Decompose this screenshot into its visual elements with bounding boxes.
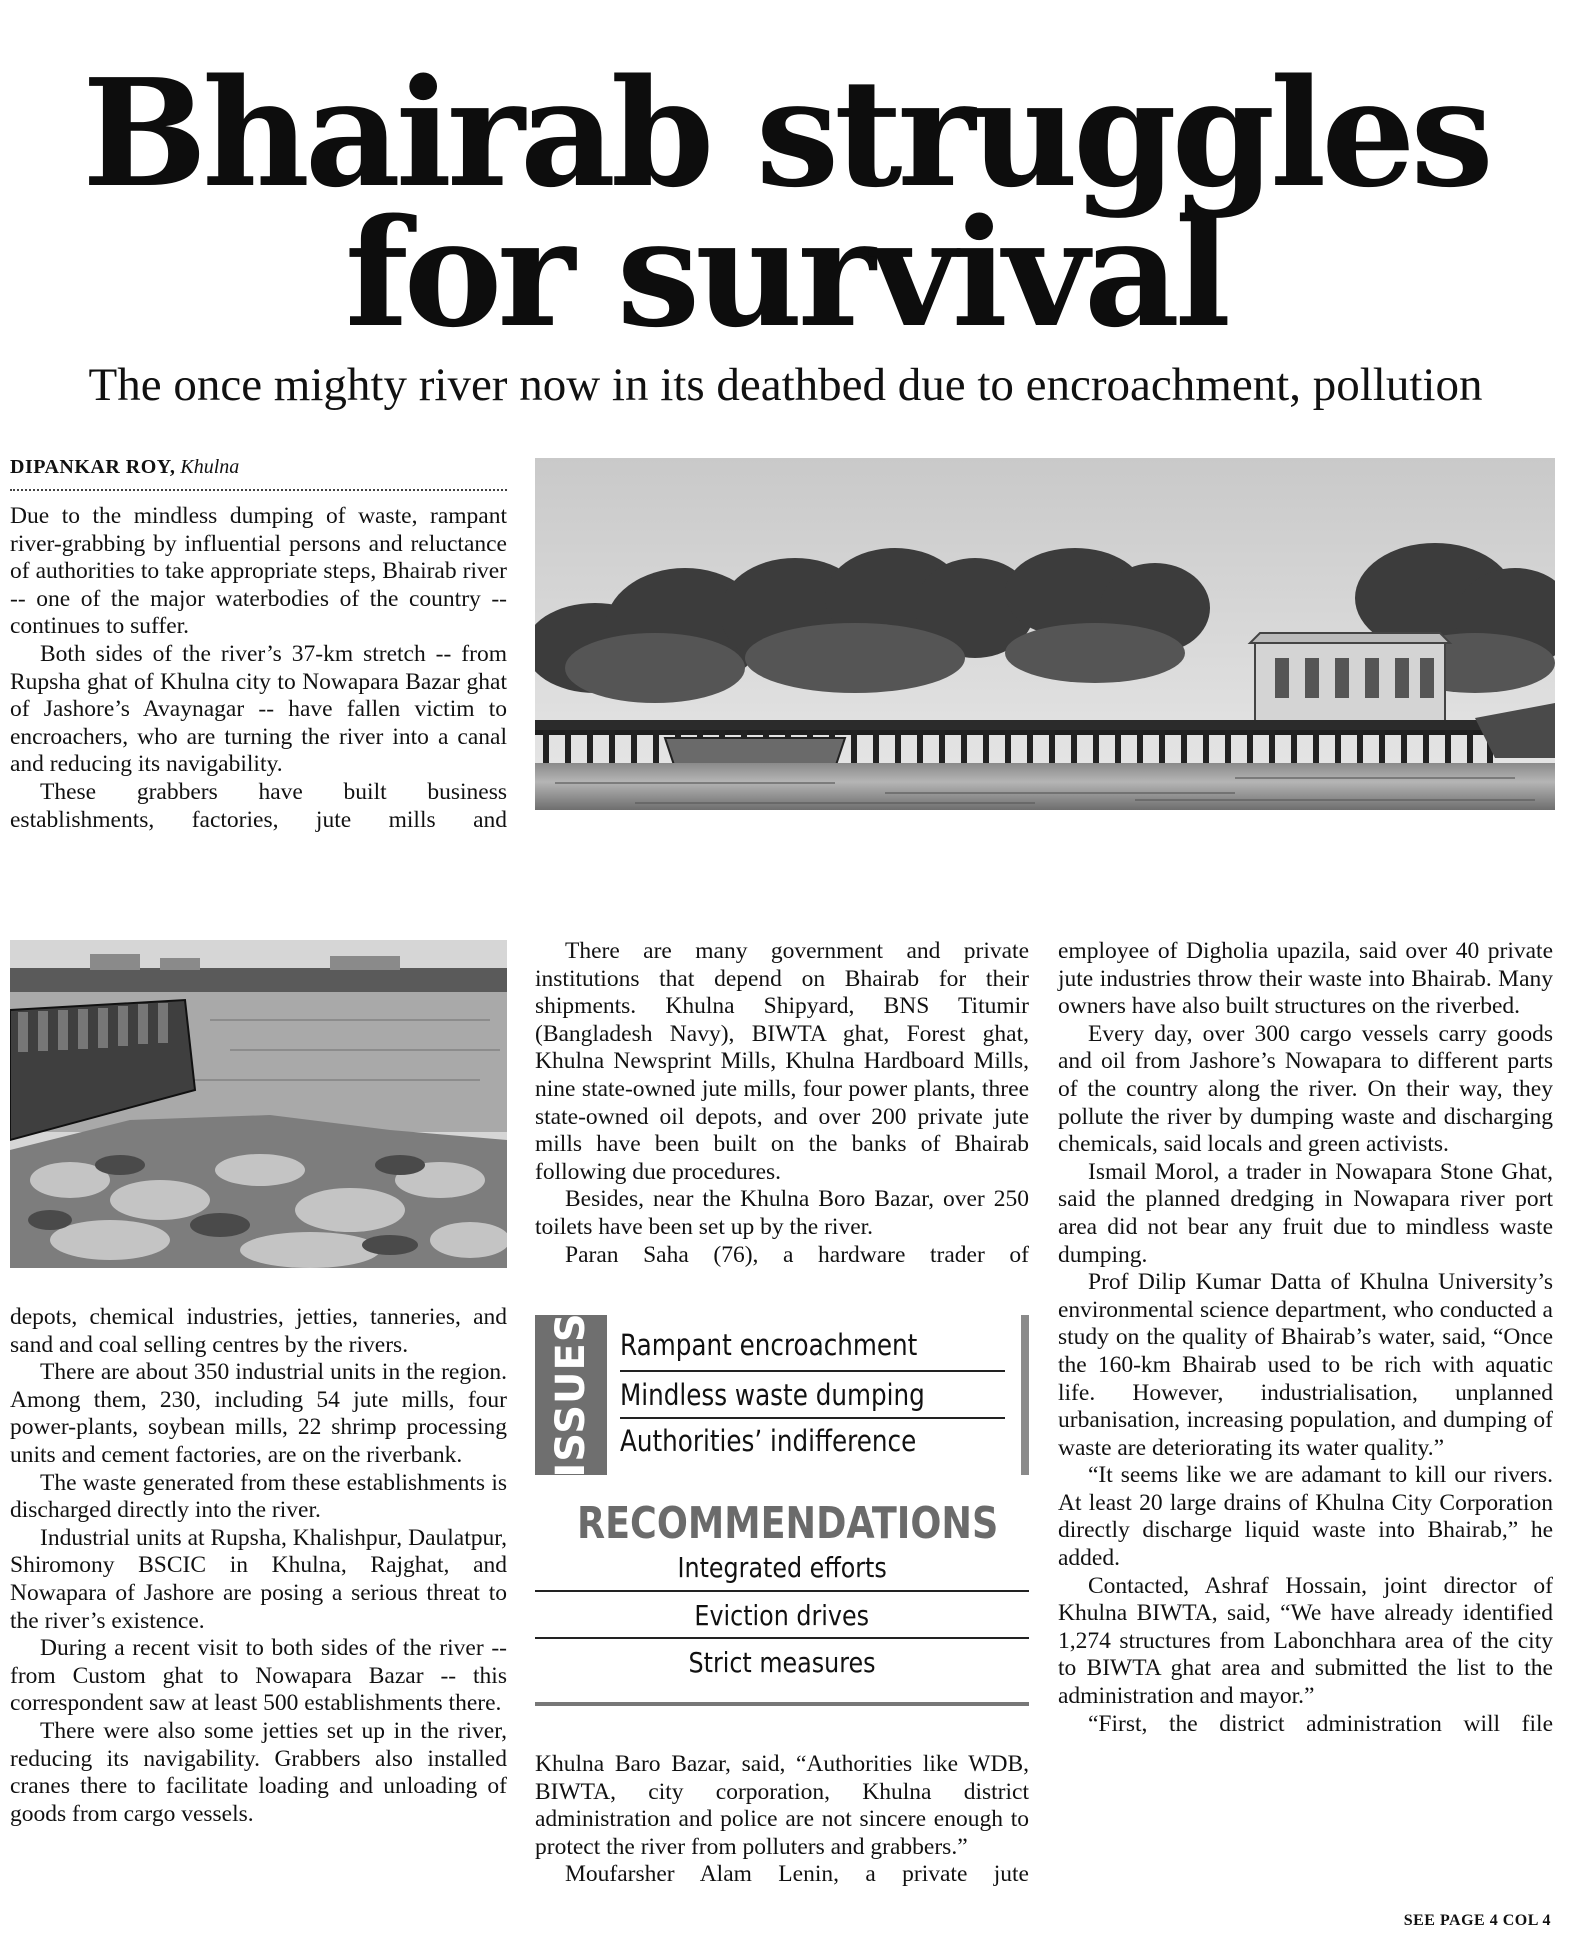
paragraph: Every day, over 300 cargo vessels carry goods and oil from Jashore’s Nowapara to different parts of the country along the river. On their way, they pollute the river by dumping waste and discharging chemicals, said locals and green activists. xyxy=(1058,1020,1553,1158)
paragraph: The waste generated from these establishments is discharged directly into the river. xyxy=(10,1469,507,1524)
headline-line-2: for survival xyxy=(344,186,1227,360)
deck: The once mighty river now in its deathbed due to encroachment, pollution xyxy=(88,359,1483,411)
recommendation-divider xyxy=(535,1590,1029,1592)
recommendations-bottom-rule xyxy=(535,1702,1029,1706)
column-2-top xyxy=(535,938,1029,1269)
recommendation-item xyxy=(535,1641,1029,1685)
paragraph: Paran Saha (76), a hardware trader of xyxy=(565,1241,1029,1268)
paragraph: There are many government and private institutions that depend on Bhairab for their shipments. Khulna Shipyard, BNS Titumir (Bangladesh Navy), BIWTA ghat, Forest ghat, Khulna Newsprint Mills, Khulna Hardboard Mills, nine state-owned jute mills, four power plants, three state-owned oil depots, and over 200 private jute mills have been built on the banks of Bhairab following due procedures. xyxy=(535,938,1029,1185)
paragraph: There were also some jetties set up in the river, reducing its navigability. Grabbers also installed cranes there to facilitate loading and unloading of goods from cargo vessels. xyxy=(10,1717,507,1827)
issues-side-rule xyxy=(1021,1315,1029,1475)
recommendation-text: Integrated efforts xyxy=(677,1551,887,1584)
paragraph: Prof Dilip Kumar Datta of Khulna University’s environmental science department, who conducted a study on the quality of Bhairab’s water, said, “Once the 160-km Bhairab used to be rich with aquatic life. However, industrialisation, unplanned urbanisation, increasing population, and dumping of waste are deteriorating its water quality.” xyxy=(1058,1269,1553,1461)
recommendation-item xyxy=(535,1594,1029,1638)
recommendations-title: RECOMMENDATIONS xyxy=(576,1498,999,1549)
recommendation-item xyxy=(535,1546,1029,1590)
recommendation-divider xyxy=(535,1637,1029,1639)
column-3 xyxy=(1058,938,1553,1738)
column-1-top xyxy=(10,503,507,834)
paragraph: Besides, near the Khulna Boro Bazar, over 250 toilets have been set up by the river. xyxy=(535,1186,1029,1240)
issue-item: Mindless waste dumping xyxy=(620,1378,925,1412)
paragraph: Contacted, Ashraf Hossain, joint director of Khulna BIWTA, said, “We have already identified 1,274 structures from Labonchhara area of the city to BIWTA ghat area and submitted the list to the administration and mayor.” xyxy=(1058,1572,1553,1710)
byline-place: Khulna xyxy=(180,456,240,478)
paragraph: employee of Digholia upazila, said over 40 private jute industries throw their waste into Bhairab. Many owners have also built structures on the riverbed. xyxy=(1058,938,1553,1020)
recommendation-text: Strict measures xyxy=(688,1646,876,1679)
paragraph: Industrial units at Rupsha, Khalishpur, Daulatpur, Shiromony BSCIC in Khulna, Rajghat, and Nowapara of Jashore are posing a serious threat to the river’s existence. xyxy=(10,1524,507,1634)
byline-author: DIPANKAR ROY, xyxy=(10,456,176,478)
headline-line-1: Bhairab struggles xyxy=(82,46,1489,220)
paragraph: During a recent visit to both sides of the river -- from Custom ghat to Nowapara Bazar -- this correspondent saw at least 500 establishments there. xyxy=(10,1635,507,1717)
issues-label: ISSUES xyxy=(548,1312,594,1478)
paragraph: “First, the district administration will file xyxy=(1088,1710,1553,1737)
recommendation-text: Eviction drives xyxy=(694,1599,870,1632)
column-1-bottom xyxy=(10,1304,507,1828)
main-photo-river-jetty xyxy=(535,458,1555,810)
paragraph: depots, chemical industries, jetties, tanneries, and sand and coal selling centres by the rivers. xyxy=(10,1304,507,1358)
issues-tab xyxy=(535,1312,607,1478)
issue-divider xyxy=(620,1417,1005,1419)
byline xyxy=(10,455,507,491)
column-2-bottom xyxy=(535,1751,1029,1889)
paragraph: Moufarsher Alam Lenin, a private jute xyxy=(565,1861,1029,1888)
issues-box xyxy=(535,1312,1029,1478)
issue-divider xyxy=(620,1370,1005,1372)
paragraph: These grabbers have built business establishments, factories, jute mills and xyxy=(10,778,507,833)
issue-item: Authorities’ indifference xyxy=(620,1424,917,1458)
continued-reference: SEE PAGE 4 COL 4 xyxy=(1403,1912,1551,1929)
paragraph: “It seems like we are adamant to kill our rivers. At least 20 large drains of Khulna City Corporation directly discharge liquid waste into Bhairab,” he added. xyxy=(1058,1462,1553,1572)
paragraph: Ismail Morol, a trader in Nowapara Stone Ghat, said the planned dredging in Nowapara river port area did not bear any fruit due to mindless waste dumping. xyxy=(1058,1158,1553,1268)
issue-item: Rampant encroachment xyxy=(620,1328,918,1362)
paragraph: Due to the mindless dumping of waste, rampant river-grabbing by influential persons and reluctance of authorities to take appropriate steps, Bhairab river -- one of the major waterbodies of the country -- continues to suffer. xyxy=(10,503,507,640)
paragraph: Both sides of the river’s 37-km stretch -- from Rupsha ghat of Khulna city to Nowapara Bazar ghat of Jashore’s Avaynagar -- have fallen victim to encroachers, who are turning the river into a canal and reducing its navigability. xyxy=(10,640,507,778)
paragraph: There are about 350 industrial units in the region. Among them, 230, including 54 jute mills, four power-plants, soybean mills, 22 shrimp processing units and cement factories, are on the riverbank. xyxy=(10,1359,507,1468)
photo-riverbank-waste xyxy=(10,940,507,1268)
paragraph: Khulna Baro Bazar, said, “Authorities like WDB, BIWTA, city corporation, Khulna district administration and police are not sincere enough to protect the river from polluters and grabbers.” xyxy=(535,1751,1029,1860)
